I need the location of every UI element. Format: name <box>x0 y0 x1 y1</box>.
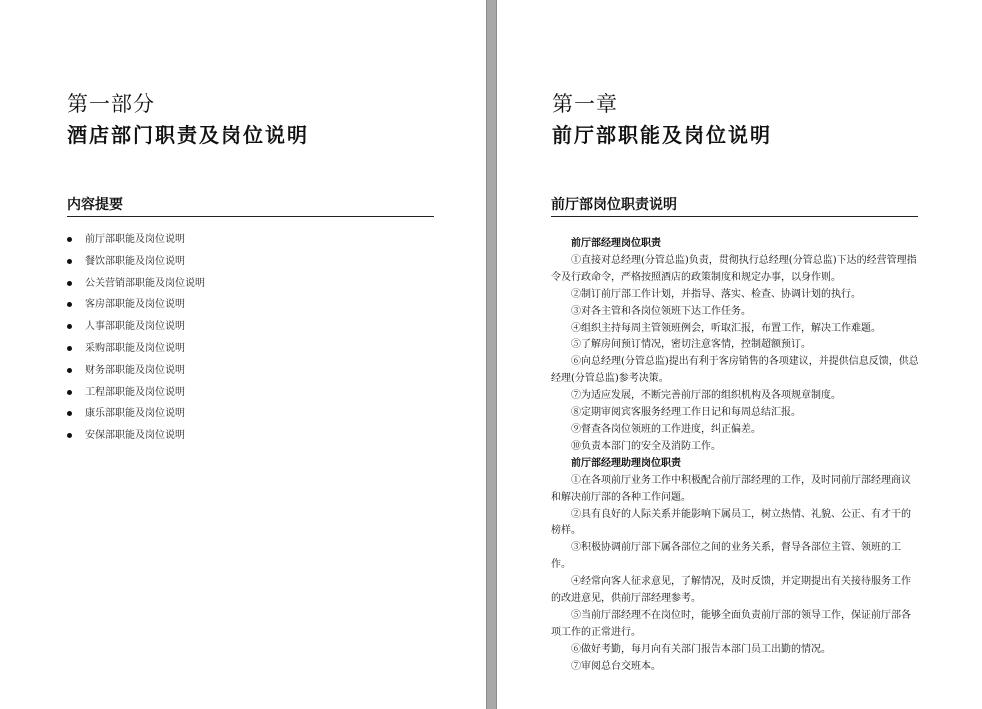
toc-item <box>64 231 205 253</box>
part-subtitle: 酒店部门职责及岗位说明 <box>67 123 309 147</box>
toc-item <box>64 296 205 318</box>
bullet-icon <box>67 433 72 438</box>
duty-paragraph: ④经常向客人征求意见，了解情况，及时反馈，并定期提出有关接待服务工作的改进意见，供前厅部经理参考。 <box>551 576 911 605</box>
duty-paragraph: ①直接对总经理(分管总监)负责，贯彻执行总经理(分管总监)下达的经营管理指令及行政命令，严格按照酒店的政策制度和规定办事，以身作则。 <box>551 254 917 283</box>
duty-paragraph: ⑦为适应发展，不断完善前厅部的组织机构及各项规章制度。 <box>571 390 841 402</box>
chapter-title: 第一章 <box>552 92 618 116</box>
duty-paragraph: ④组织主持每周主管领班例会，听取汇报，布置工作，解决工作难题。 <box>571 322 881 334</box>
toc-item <box>64 340 205 362</box>
toc-list <box>64 231 205 449</box>
duty-paragraph: ②制订前厅部工作计划，并指导、落实、检查、协调计划的执行。 <box>571 288 861 300</box>
bullet-icon <box>67 259 72 264</box>
assistant-heading: 前厅部经理助理岗位职责 <box>571 457 681 469</box>
toc-item-label: 公关营销部职能及岗位说明 <box>85 277 205 289</box>
manager-heading: 前厅部经理岗位职责 <box>571 238 661 249</box>
toc-item-label: 客房部职能及岗位说明 <box>85 299 185 311</box>
toc-item <box>64 275 205 297</box>
toc-item <box>64 253 205 275</box>
toc-item-label: 财务部职能及岗位说明 <box>85 364 185 376</box>
duty-paragraph: ①在各项前厅业务工作中积极配合前厅部经理的工作，及时同前厅部经理商议和解决前厅部的各种工作问题。 <box>551 474 911 503</box>
duty-paragraph: ⑥向总经理(分管总监)提出有利于客房销售的各项建议，并提供信息反馈，供总经理(分管总监)参考决策。 <box>551 356 919 385</box>
body-text <box>551 236 919 676</box>
duty-paragraph: ③对各主管和各岗位领班下达工作任务。 <box>571 305 751 317</box>
toc-item-label: 安保部职能及岗位说明 <box>85 430 185 442</box>
toc-item <box>64 318 205 340</box>
bullet-icon <box>67 237 72 242</box>
bullet-icon <box>67 368 72 373</box>
bullet-icon <box>67 302 72 307</box>
toc-item-label: 前厅部职能及岗位说明 <box>85 234 185 245</box>
duty-paragraph: ⑤了解房间预订情况，密切注意客情，控制超额预订。 <box>571 339 811 351</box>
part-title: 第一部分 <box>67 92 155 116</box>
duty-paragraph: ⑤当前厅部经理不在岗位时，能够全面负责前厅部的领导工作，保证前厅部各项工作的正常进行。 <box>551 609 911 638</box>
duty-paragraph: ⑧定期审阅宾客服务经理工作日记和每周总结汇报。 <box>571 407 801 419</box>
bullet-icon <box>67 390 72 395</box>
duty-paragraph: ⑨督查各岗位领班的工作进度，纠正偏差。 <box>571 423 761 435</box>
chapter-subtitle: 前厅部职能及岗位说明 <box>552 123 772 147</box>
toc-item <box>64 405 205 427</box>
bullet-icon <box>67 346 72 351</box>
toc-item-label: 康乐部职能及岗位说明 <box>85 408 185 420</box>
duty-paragraph: ③积极协调前厅部下属各部位之间的业务关系，督导各部位主管、领班的工作。 <box>551 542 901 571</box>
toc-item-label: 人事部职能及岗位说明 <box>85 321 185 333</box>
toc-item <box>64 427 205 449</box>
duty-paragraph: ⑦审阅总台交班本。 <box>571 660 661 672</box>
bullet-icon <box>67 411 72 416</box>
toc-item-label: 餐饮部职能及岗位说明 <box>85 255 185 267</box>
toc-item <box>64 362 205 384</box>
duty-paragraph: ②具有良好的人际关系并能影响下属员工，树立热情、礼貌、公正、有才干的榜样。 <box>551 508 911 537</box>
section-heading: 前厅部岗位职责说明 <box>551 196 918 217</box>
right-page <box>496 0 982 709</box>
duty-paragraph: ⑥做好考勤，每月向有关部门报告本部门员工出勤的情况。 <box>571 643 831 655</box>
toc-item-label: 工程部职能及岗位说明 <box>85 386 185 398</box>
summary-heading: 内容提要 <box>67 196 434 217</box>
toc-item-label: 采购部职能及岗位说明 <box>85 342 185 354</box>
bullet-icon <box>67 324 72 329</box>
left-page <box>0 0 487 709</box>
duty-paragraph: ⑩负责本部门的安全及消防工作。 <box>571 440 721 452</box>
bullet-icon <box>67 281 72 286</box>
toc-item <box>64 384 205 406</box>
